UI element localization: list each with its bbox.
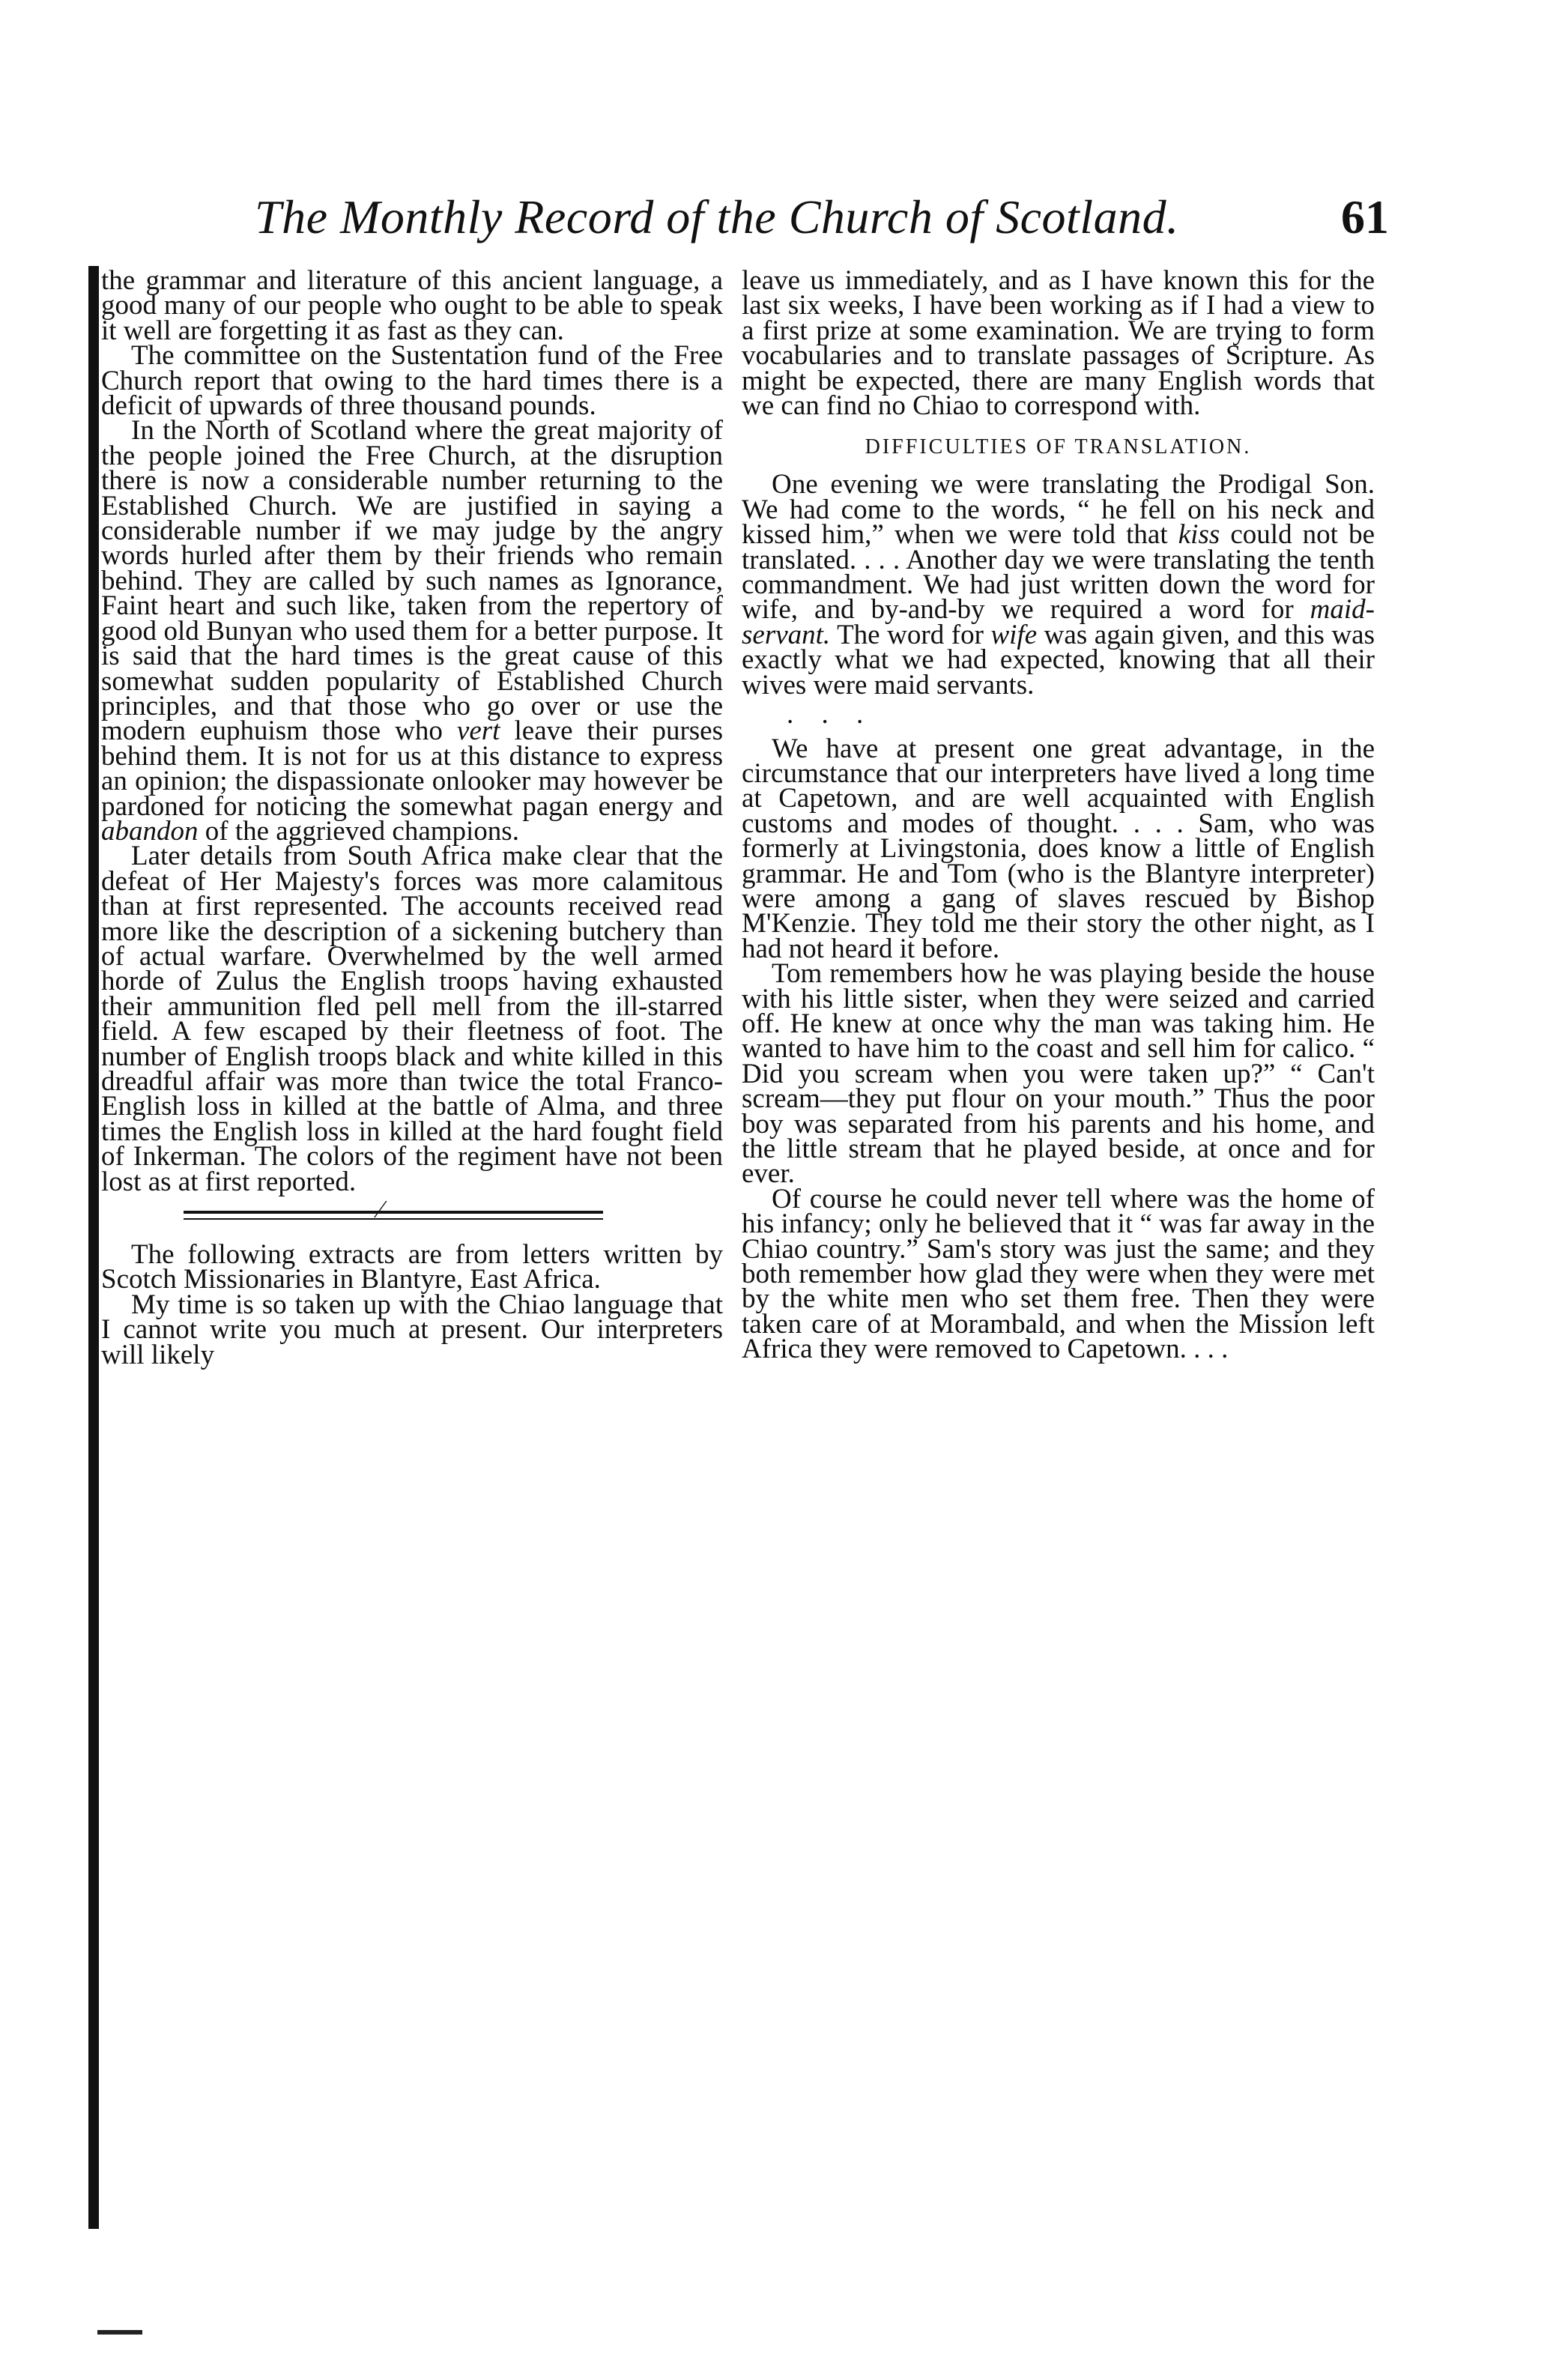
section-heading: DIFFICULTIES OF TRANSLATION.	[865, 435, 1252, 459]
paragraph: The committee on the Sustentation fund of the Free Church report that owing to the hard times there is a deficit of upwards of three thousand pounds.	[101, 340, 723, 422]
text-run: could not be translated. . . . Another day we were translating the tenth commandment. We had just written down the word for wife, and by-and-by we required a word for	[742, 519, 1375, 626]
italic-word: kiss	[1178, 519, 1220, 551]
italic-word: maid-servant.	[742, 594, 1375, 650]
paragraph: Tom remembers how he was playing beside the house with his little sister, when they were seized and carried off. He knew at once why the man was taking him. He wanted to have him to the coast and sell him for calico. “ Did you scream when you were taken up?” “ Can't scream—they put flour on your mouth.” Thus the poor boy was separated from his parents and his home, and the little stream that he played beside, at once and for ever.	[742, 958, 1375, 1190]
paragraph: We have at present one great advantage, in the circumstance that our interpreters have lived a long time at Capetown, and are well acquainted with English customs and modes of thought. . . . Sam, who was formerly at Livingstonia, does know a little of English grammar. He and Tom (who is the Blantyre interpreter) were among a gang of slaves rescued by Bishop M'Kenzie. They told me their story the other night, as I had not heard it before.	[742, 733, 1375, 964]
paragraph: The following extracts are from letters written by Scotch Missionaries in Blantyre, East Africa.	[101, 1239, 723, 1295]
text-run: The word for	[830, 619, 991, 650]
text-run: of the aggrieved champions.	[198, 815, 519, 847]
paragraph	[101, 415, 723, 847]
italic-word: abandon	[101, 815, 199, 847]
paragraph	[742, 469, 1375, 701]
text-run: was again given, and this was exactly what we had expected, knowing that all their wives were maid servants.	[742, 619, 1375, 701]
paragraph: Later details from South Africa make clear that the defeat of Her Majesty's forces was more calamitous than at first represented. The accounts received read more like the description of a sickening butchery than of actual warfare. Overwhelmed by the well armed horde of Zulus the English troops having exhausted their ammunition fled pell mell from the ill-starred field. A few escaped by their fleetness of foot. The number of English troops black and white killed in this dreadful affair was more than twice the total Franco-English loss in killed at the battle of Alma, and three times the English loss in killed at the hard fought field of Inkerman. The colors of the regiment have not been lost as at first reported.	[101, 841, 723, 1197]
italic-word: wife	[990, 619, 1038, 650]
text-run: In the North of Scotland where the great majority of the people joined the Free Church, at the disruption there is now a considerable number returning to the Established Church. We are justified in saying a considerable number if we may judge by the angry words hurled after them by their friends who remain behind. They are called by such names as Ignorance, Faint heart and such like, taken from the repertory of good old Bunyan who used them for a better purpose. It is said that the hard times is the great cause of this somewhat sudden popularity of Established Church principles, and that those who go over or use the modern euphuism those who	[101, 415, 723, 747]
italic-word: vert	[456, 715, 500, 747]
paragraph: the grammar and literature of this ancient language, a good many of our people who ought to be able to speak it well are forgetting it as fast as they can.	[101, 265, 723, 346]
divider-line	[184, 1218, 603, 1220]
paragraph: leave us immediately, and as I have known this for the last six weeks, I have been working as if I had a view to a first prize at some examination. We are trying to form vocabularies and to translate passages of Scripture. As might be expected, there are many English words that we can find no Chiao to correspond with.	[742, 265, 1375, 422]
right-column	[742, 265, 1375, 1365]
bottom-mark	[97, 2330, 142, 2335]
paragraph: My time is so taken up with the Chiao language that I cannot write you much at present. Our interpreters will likely	[101, 1289, 723, 1370]
ellipsis-line: . . .	[787, 699, 874, 730]
paragraph: Of course he could never tell where was the home of his infancy; only he believed that it “ was far away in the Chiao country.” Sam's story was just the same; and they both remember how glad they were when they were met by the white men who set them free. Then they were taken care of at Morambald, and when the Mission left Africa they were removed to Capetown. . . .	[742, 1183, 1375, 1365]
page-number: 61	[1341, 190, 1389, 243]
divider-flourish-icon: ⁄	[378, 1196, 383, 1224]
text-run: One evening we were translating the Prodigal Son. We had come to the words, “ he fell on his neck and kissed him,” when we were told that	[742, 469, 1375, 551]
section-divider	[101, 1196, 723, 1226]
running-head: The Monthly Record of the Church of Scotland.	[255, 190, 1179, 243]
left-margin-rule	[88, 266, 99, 2229]
left-column	[101, 265, 723, 1370]
divider-line	[184, 1211, 603, 1214]
text-run: leave their purses behind them. It is not for us at this distance to express an opinion; the dispassionate onlooker may however be pardoned for noticing the somewhat pagan energy and	[101, 715, 723, 822]
